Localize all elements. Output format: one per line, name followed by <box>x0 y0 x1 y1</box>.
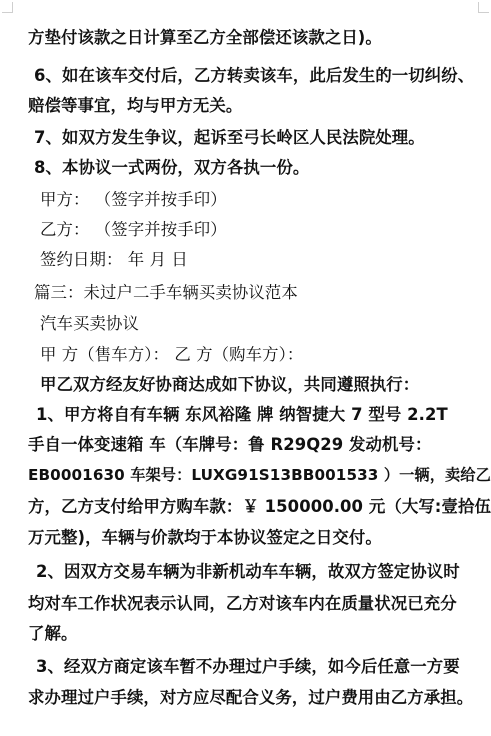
party-a-signature-line: 甲方： （签字并按手印） <box>40 190 227 209</box>
intro-line: 甲乙双方经友好协商达成如下协议，共同遵照执行： <box>40 375 420 394</box>
parties-line: 甲 方（售车方）： 乙 方（购车方）： <box>40 345 304 364</box>
signing-date-line: 签约日期： 年 月 日 <box>40 250 188 269</box>
crop-mark-top-right <box>478 2 489 13</box>
clause-2-line: 2、因双方交易车辆为非新机动车车辆，故双方签定协议时 <box>36 562 460 581</box>
clause-8-line: 8、本协议一式两份，双方各执一份。 <box>34 158 310 177</box>
text-line: EB0001630 车架号：LUXG91S13BB001533 ）一辆，卖给乙 <box>28 466 491 484</box>
section-heading: 篇三：未过户二手车辆买卖协议范本 <box>34 283 298 302</box>
text-line: 方垫付该款之日计算至乙方全部偿还该款之日)。 <box>28 28 382 47</box>
text-line: 方，乙方支付给甲方购车款：￥ 150000.00 元（大写:壹拾伍 <box>28 497 491 516</box>
clause-1-line: 1、甲方将自有车辆 东风裕隆 牌 纳智捷大 7 型号 2.2T <box>36 405 448 424</box>
text-line: 求办理过户手续，对方应尽配合义务，过户费用由乙方承担。 <box>28 688 474 707</box>
text-line: 手自一体变速箱 车（车牌号：鲁 R29Q29 发动机号： <box>28 435 432 454</box>
clause-7-line: 7、如双方发生争议，起诉至弓长岭区人民法院处理。 <box>34 128 425 147</box>
text-line: 均对车工作状况表示认同，乙方对该车内在质量状况已充分 <box>28 594 457 613</box>
text-line: 赔偿等事宜，均与甲方无关。 <box>28 96 243 115</box>
clause-6-line: 6、如在该车交付后，乙方转卖该车，此后发生的一切纠纷、 <box>34 66 475 85</box>
agreement-title: 汽车买卖协议 <box>40 314 139 333</box>
text-line: 了解。 <box>28 624 78 643</box>
crop-mark-top-left <box>2 2 13 13</box>
party-b-signature-line: 乙方： （签字并按手印） <box>40 220 227 239</box>
text-line: 万元整)，车辆与价款均于本协议签定之日交付。 <box>28 528 382 547</box>
clause-3-line: 3、经双方商定该车暂不办理过户手续，如今后任意一方要 <box>36 657 460 676</box>
